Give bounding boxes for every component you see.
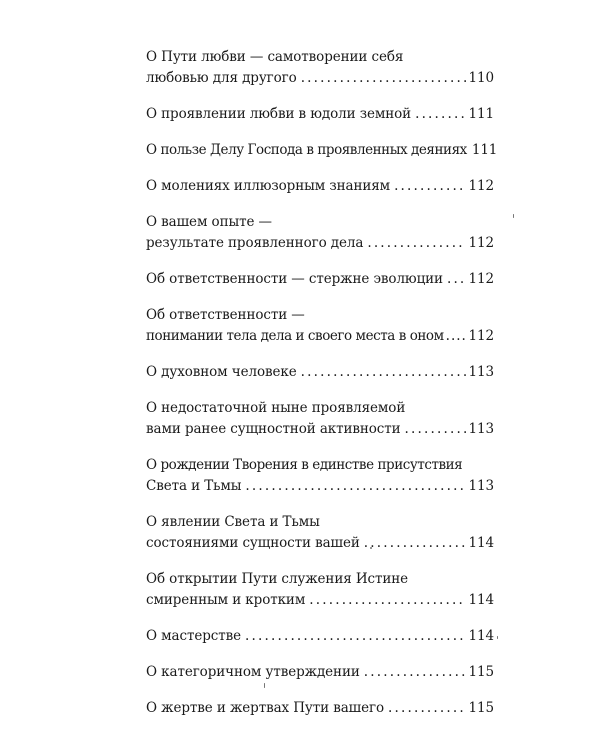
toc-entry[interactable] xyxy=(146,47,494,89)
toc-entry-title: любовью для другого xyxy=(146,70,297,86)
toc-entry[interactable] xyxy=(146,140,498,161)
toc-entry-title: О недостаточной ныне проявляемой xyxy=(146,400,406,416)
toc-entry[interactable] xyxy=(146,362,494,383)
toc-entry-title: Об открытии Пути служения Истине xyxy=(146,571,409,587)
dot-leader xyxy=(301,362,466,383)
dot-leader xyxy=(245,626,466,647)
toc-entry-title: Об ответственности — стержне эволюции xyxy=(146,271,443,287)
scan-speck xyxy=(370,547,372,549)
toc-page-number: 113 xyxy=(468,421,494,437)
toc-entry[interactable] xyxy=(146,269,494,290)
scan-speck xyxy=(497,636,498,639)
dot-leader xyxy=(309,590,465,611)
toc-entry-title: О вашем опыте — xyxy=(146,214,272,230)
toc-entry[interactable] xyxy=(146,104,494,125)
toc-entry-title: О рождении Творения в единстве присутствия xyxy=(146,457,463,473)
toc-entry-title: О мастерстве xyxy=(146,628,241,644)
toc-entry-title: О Пути любви — самотворении себя xyxy=(146,49,404,65)
toc-page-number: 112 xyxy=(468,235,494,251)
toc-page-number: 114 xyxy=(468,592,494,608)
toc-page-number: 115 xyxy=(468,700,494,716)
dot-leader xyxy=(447,269,466,290)
toc-entry-title: О духовном человеке xyxy=(146,364,297,380)
dot-leader xyxy=(394,176,465,197)
toc-entry[interactable] xyxy=(146,662,494,683)
dot-leader xyxy=(388,698,466,719)
toc-entry-title: О молениях иллюзорным знаниям xyxy=(146,178,391,194)
toc-entry[interactable] xyxy=(146,698,494,719)
toc-page-number: 110 xyxy=(468,70,494,86)
toc-page-number: 112 xyxy=(468,178,494,194)
toc-entry[interactable] xyxy=(146,626,494,647)
toc-page-number: 115 xyxy=(468,664,494,680)
toc-entry-title: О категоричном утверждении xyxy=(146,664,360,680)
scan-speck xyxy=(513,214,514,218)
toc-entry-title: вами ранее сущностной активности xyxy=(146,421,401,437)
dot-leader xyxy=(415,104,465,125)
dot-leader xyxy=(245,476,465,497)
toc-page-number: 111 xyxy=(468,106,494,122)
table-of-contents xyxy=(146,47,498,734)
toc-entry[interactable] xyxy=(146,455,494,497)
dot-leader xyxy=(405,419,466,440)
toc-page-number: 114 xyxy=(468,535,494,551)
toc-entry[interactable] xyxy=(146,176,494,197)
toc-entry-title: понимании тела дела и своего места в оном xyxy=(146,328,444,344)
toc-entry-title: смиренным и кротким xyxy=(146,592,306,608)
toc-entry[interactable] xyxy=(146,305,494,347)
toc-entry[interactable] xyxy=(146,212,494,254)
toc-entry[interactable] xyxy=(146,398,494,440)
dot-leader xyxy=(446,326,466,347)
toc-entry-title: О проявлении любви в юдоли земной xyxy=(146,106,412,122)
toc-entry-title: О жертве и жертвах Пути вашего xyxy=(146,700,384,716)
toc-page-number: 113 xyxy=(468,478,494,494)
toc-entry-title: результате проявленного дела xyxy=(146,235,364,251)
dot-leader xyxy=(364,533,466,554)
toc-page-number: 114 xyxy=(468,628,494,644)
toc-page-number: 113 xyxy=(468,364,494,380)
toc-entry-title: состояниями сущности вашей xyxy=(146,535,360,551)
toc-entry[interactable] xyxy=(146,569,494,611)
scan-speck xyxy=(264,683,265,688)
toc-entry[interactable] xyxy=(146,512,494,554)
toc-entry-title: Света и Тьмы xyxy=(146,478,242,494)
toc-entry-title: О явлении Света и Тьмы xyxy=(146,514,320,530)
dot-leader xyxy=(367,233,465,254)
toc-page-number: 112 xyxy=(468,328,494,344)
toc-page-number: 112 xyxy=(468,271,494,287)
toc-entry-title: О пользе Делу Господа в проявленных деяниях xyxy=(146,142,467,158)
dot-leader xyxy=(364,662,466,683)
dot-leader xyxy=(301,68,466,89)
toc-page-number: 111 xyxy=(471,142,498,158)
toc-entry-title: Об ответственности — xyxy=(146,307,305,323)
